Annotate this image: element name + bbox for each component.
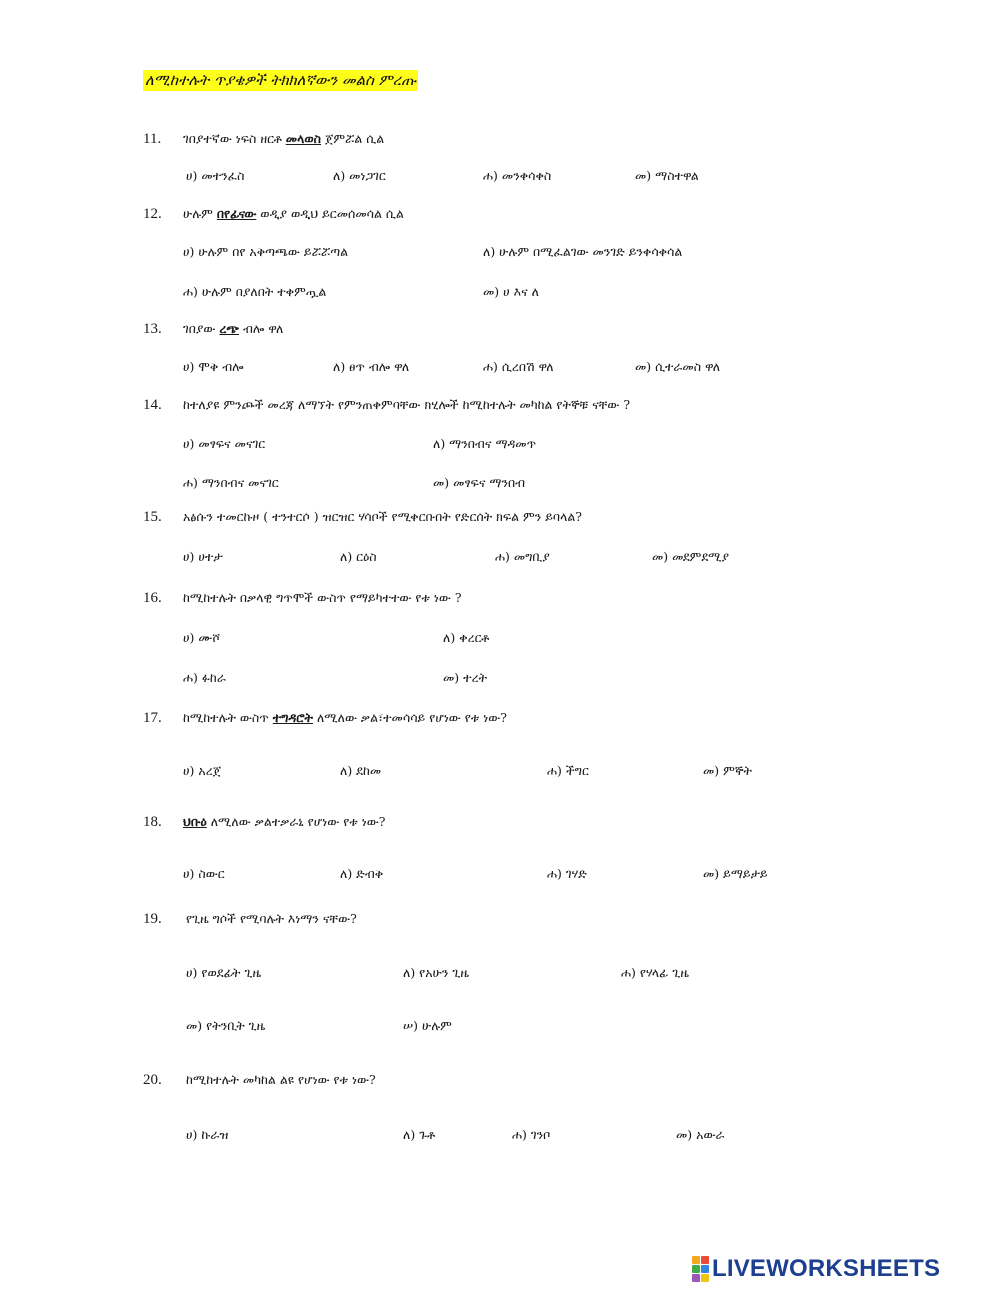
question-number: 14.: [143, 397, 162, 413]
liveworksheets-logo[interactable]: [692, 1254, 940, 1284]
option-d[interactable]: መ) ይማይታይ: [703, 866, 768, 881]
question-number: 17.: [143, 710, 162, 726]
option-c[interactable]: ሐ) ችግር: [547, 763, 589, 778]
option-b[interactable]: ለ) ማንበብና ማዳመጥ: [433, 436, 537, 451]
question-number: 20.: [143, 1072, 162, 1088]
option-d[interactable]: መ) ሀ እና ለ: [483, 284, 539, 299]
option-a[interactable]: ሀ) አረጀ: [183, 763, 222, 778]
option-a[interactable]: ሀ) መተንፈስ: [186, 168, 245, 183]
question-text: ገበያው ረጭ ብሎ ዋለ: [183, 321, 284, 336]
option-d[interactable]: መ) አውራ: [676, 1127, 725, 1142]
option-d[interactable]: መ) የትንቢት ጊዜ: [186, 1018, 266, 1033]
option-c[interactable]: ሐ) የሃላፊ ጊዜ: [621, 965, 689, 980]
question-text: ከሚከተሉት በቃላዊ ግጥሞች ውስጥ የማይካተተው የቱ ነው ?: [183, 590, 462, 605]
question-text: ህቡዕ ለሚለው ቃልተቃራኒ የሆነው የቱ ነው?: [183, 814, 386, 829]
option-a[interactable]: ሀ) መፃፍና መናገር: [183, 436, 266, 451]
option-c[interactable]: ሐ) ፉከራ: [183, 670, 226, 685]
question-text: ገበያተኛው ነፍስ ዘርቶ መላወስ ጀምሯል ሲል: [183, 131, 385, 146]
option-a[interactable]: ሀ) ሁሉም በየ አቅጣጫው ይሯሯጣል: [183, 244, 349, 259]
question-number: 15.: [143, 509, 162, 525]
option-d[interactable]: መ) ሲተራመስ ዋለ: [635, 359, 721, 374]
question-keyword: መላወስ: [285, 131, 321, 146]
option-b[interactable]: ለ) ቀረርቶ: [443, 630, 490, 645]
option-d[interactable]: መ) ማስተዋል: [635, 168, 699, 183]
question-number: 18.: [143, 814, 162, 830]
option-c[interactable]: ሐ) መንቀሳቀስ: [483, 168, 552, 183]
option-c[interactable]: ሐ) መግቢያ: [495, 549, 550, 564]
option-c[interactable]: ሐ) ማንበብና መናገር: [183, 475, 279, 490]
option-d[interactable]: መ) መፃፍና ማንበብ: [433, 475, 526, 490]
question-number: 19.: [143, 911, 162, 927]
option-c[interactable]: ሐ) ገሃድ: [547, 866, 587, 881]
option-b[interactable]: ለ) ድብቅ: [340, 866, 384, 881]
option-b[interactable]: ለ) ፀጥ ብሎ ዋለ: [333, 359, 410, 374]
liveworksheets-logo-icon: [692, 1256, 709, 1282]
option-b[interactable]: ለ) ጉቶ: [403, 1127, 436, 1142]
question-text: አፅሱን ተመርኩዞ ( ተንተርሶ ) ዝርዝር ሃሳቦች የሚቀርቡበት የድርሰት ክፍል ምን ይባላል?: [183, 509, 582, 524]
worksheet-title: ለሚከተሉት ጥያቄዎች ትክክለኛውን መልስ ምረጡ: [145, 71, 417, 89]
option-b[interactable]: ለ) መነጋገር: [333, 168, 386, 183]
option-c[interactable]: ሐ) ሲረበሽ ዋለ: [483, 359, 554, 374]
question-text: ከተለያዩ ምንጮች መረጃ ለማኘት የምንጠቀምባቸው ክሂሎች ከሚከተሉት መካከል የትኞቹ ናቸው ?: [183, 397, 631, 412]
option-d[interactable]: መ) መደምደሚያ: [652, 549, 730, 564]
option-b[interactable]: ለ) የአሁን ጊዜ: [403, 965, 469, 980]
option-d[interactable]: መ) ምኞት: [703, 763, 752, 778]
question-keyword: ህቡዕ: [183, 814, 207, 829]
question-number: 13.: [143, 321, 162, 337]
question-text: ከሚከተሉት ውስጥ ተግዳሮት ለሚለው ቃል፣ተመሳሳይ የሆነው የቱ ነው?: [183, 710, 507, 725]
question-number: 12.: [143, 206, 162, 222]
question-keyword: ረጭ: [219, 321, 240, 336]
question-number: 11.: [143, 131, 162, 147]
option-a[interactable]: ሀ) ሀተታ: [183, 549, 223, 564]
option-d[interactable]: መ) ተረት: [443, 670, 488, 685]
question-text: ሁሉም በየፊናው ወዲያ ወዲህ ይርመሰመሳል ሲል: [183, 206, 404, 221]
question-keyword: ተግዳሮት: [272, 710, 313, 725]
question-number: 16.: [143, 590, 162, 606]
option-b[interactable]: ለ) ርዕስ: [340, 549, 377, 564]
option-c[interactable]: ሐ) ሁሉም በያለበት ተቀምጧል: [183, 284, 327, 299]
option-a[interactable]: ሀ) ኩራዝ: [186, 1127, 229, 1142]
option-b[interactable]: ለ) ደከመ: [340, 763, 382, 778]
option-a[interactable]: ሀ) ሞቅ ብሎ: [183, 359, 244, 374]
option-a[interactable]: ሀ) ሙሾ: [183, 630, 220, 645]
option-c[interactable]: ሐ) ገንቦ: [512, 1127, 551, 1142]
question-keyword: በየፊናው: [216, 206, 257, 221]
question-text: የጊዜ ግሶች የሚባሉት እነማን ናቸው?: [186, 911, 357, 926]
question-text: ከሚከተሉት መካከል ልዩ የሆነው የቱ ነው?: [186, 1072, 376, 1087]
option-a[interactable]: ሀ) የወደፊት ጊዜ: [186, 965, 261, 980]
option-e[interactable]: ሠ) ሁሉም: [403, 1018, 452, 1033]
option-b[interactable]: ለ) ሁሉም በሚፈልገው መንገድ ይንቀሳቀሳል: [483, 244, 683, 259]
option-a[interactable]: ሀ) ስውር: [183, 866, 225, 881]
logo-text: LIVEWORKSHEETS: [712, 1255, 941, 1282]
